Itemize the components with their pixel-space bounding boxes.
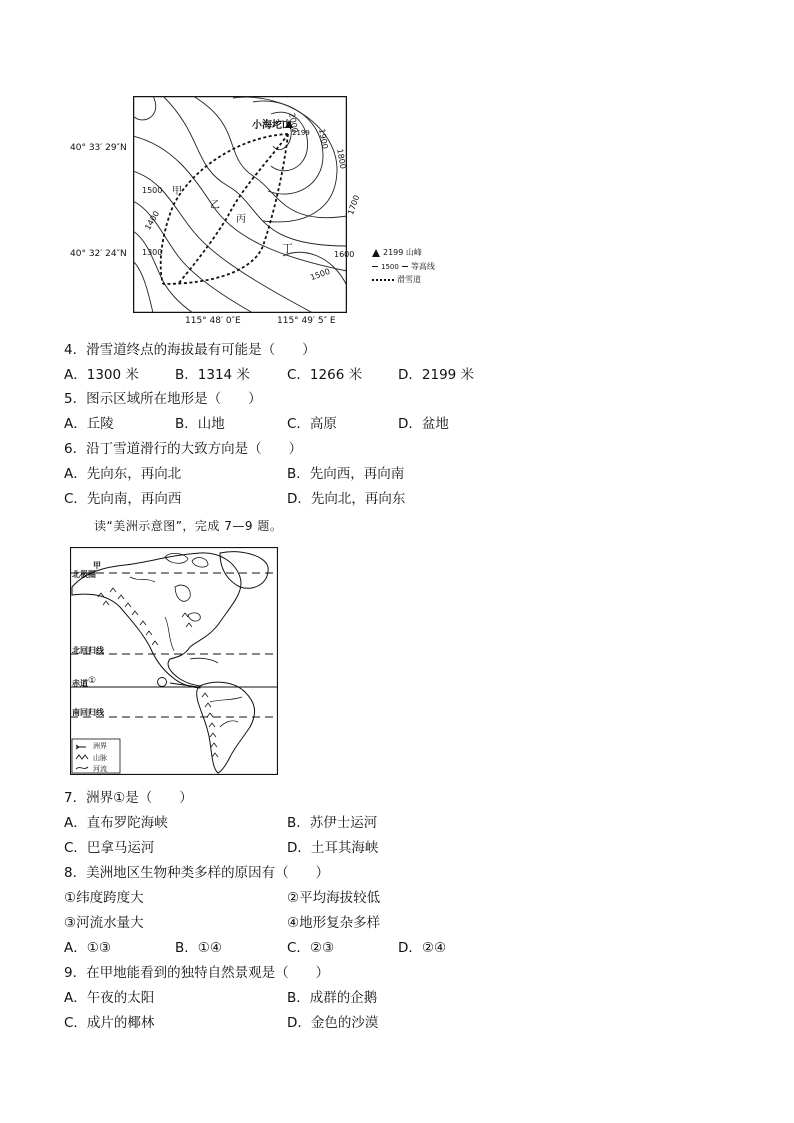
point-jia: 甲 [172, 186, 182, 197]
peak-name: 小海坨山 [252, 120, 292, 131]
contour-label-1600: 1600 [334, 250, 355, 259]
legend-boundary-label: 洲界 [93, 742, 107, 750]
point-jia-americas: 甲 [93, 561, 101, 570]
q8-statement-4: ④地形复杂多样 [287, 915, 381, 931]
q6-option-d: D．先向北，再向东 [287, 491, 406, 507]
q5-option-a: A．丘陵 [64, 416, 114, 432]
q8-option-a: A．①③ [64, 940, 111, 956]
q8-statement-2: ②平均海拔较低 [287, 890, 381, 906]
q4-option-a: A．1300 米 [64, 367, 139, 383]
marker-1-label: ① [88, 676, 97, 686]
contour-label-1300: 1300 [142, 248, 163, 257]
question-5-stem: 5．图示区域所在地形是（ ） [64, 391, 262, 407]
q5-option-c: C．高原 [287, 416, 337, 432]
point-bing: 丙 [236, 214, 246, 225]
contour-label-1500-left: 1500 [142, 186, 163, 195]
legend-contour-sample: 1500 [381, 262, 399, 271]
q6-option-c: C．先向南，再向西 [64, 491, 182, 507]
arctic-circle-label: 北极圈 [72, 570, 96, 579]
q8-statement-3: ③河流水量大 [64, 915, 144, 931]
legend-peak [372, 247, 422, 258]
contour-label-1500-right: 1500 [309, 266, 332, 283]
legend-contour-label: 等高线 [410, 262, 435, 271]
q7-option-a: A．直布罗陀海峡 [64, 815, 168, 831]
marker-1-circle [158, 678, 167, 687]
point-yi: 乙 [210, 200, 220, 211]
tropic-cancer-label: 北回归线 [72, 646, 104, 655]
contour-label-1800: 1800 [335, 148, 348, 170]
latitude-top-label: 40° 33′ 29″N [70, 143, 127, 153]
peak-height: 2199 [292, 129, 310, 137]
legend-peak-label: 2199 山峰 [383, 248, 422, 257]
q5-option-b: B．山地 [175, 416, 225, 432]
q6-option-a: A．先向东，再向北 [64, 466, 182, 482]
q4-option-c: C．1266 米 [287, 367, 363, 383]
contour-label-1900: 1900 [317, 128, 330, 150]
ski-run-line-icon [372, 279, 394, 281]
contour-label-1400: 1400 [143, 209, 162, 232]
question-9-stem: 9．在甲地能看到的独特自然景观是（ ） [64, 965, 330, 981]
longitude-left-label: 115° 48′ 0″E [185, 316, 241, 326]
q6-option-b: B．先向西，再向南 [287, 466, 405, 482]
q8-option-b: B．①④ [175, 940, 222, 956]
q4-option-d: D．2199 米 [398, 367, 475, 383]
q5-option-d: D．盆地 [398, 416, 449, 432]
q9-option-a: A．午夜的太阳 [64, 990, 155, 1006]
legend-mountain-label: 山脉 [93, 754, 107, 762]
q4-option-b: B．1314 米 [175, 367, 250, 383]
legend-contour [372, 261, 435, 272]
q7-option-d: D．土耳其海峡 [287, 840, 379, 856]
latitude-bottom-label: 40° 32′ 24″N [70, 249, 127, 259]
contour-line-icon [372, 266, 378, 267]
q9-option-b: B．成群的企鹅 [287, 990, 378, 1006]
legend-ski-run-label: 滑雪道 [397, 275, 421, 284]
q8-option-d: D．②④ [398, 940, 447, 956]
contour-label-1700: 1700 [346, 193, 362, 217]
q8-option-c: C．②③ [287, 940, 335, 956]
q9-option-d: D．金色的沙漠 [287, 1015, 379, 1031]
contour-label-2000: 2000 [287, 112, 300, 134]
peak-icon [372, 249, 380, 257]
q9-option-c: C．成片的椰林 [64, 1015, 155, 1031]
question-7-stem: 7．洲界①是（ ） [64, 790, 193, 806]
legend-ski-run [372, 274, 421, 285]
q8-statement-1: ①纬度跨度大 [64, 890, 144, 906]
question-8-stem: 8．美洲地区生物种类多样的原因有（ ） [64, 865, 330, 881]
contour-line-icon [402, 266, 408, 267]
point-ding: 丁 [282, 242, 293, 255]
longitude-right-label: 115° 49′ 5″ E [277, 316, 336, 326]
equator-label: 赤道 [72, 679, 88, 688]
tropic-capricorn-label: 南回归线 [72, 708, 104, 717]
q7-option-b: B．苏伊士运河 [287, 815, 378, 831]
legend-river-label: 河流 [93, 765, 107, 773]
question-6-stem: 6．沿丁雪道滑行的大致方向是（ ） [64, 441, 303, 457]
question-4-stem: 4．滑雪道终点的海拔最有可能是（ ） [64, 342, 316, 358]
q7-option-c: C．巴拿马运河 [64, 840, 155, 856]
section-intro: 读“美洲示意图”，完成 7—9 题。 [94, 519, 283, 533]
